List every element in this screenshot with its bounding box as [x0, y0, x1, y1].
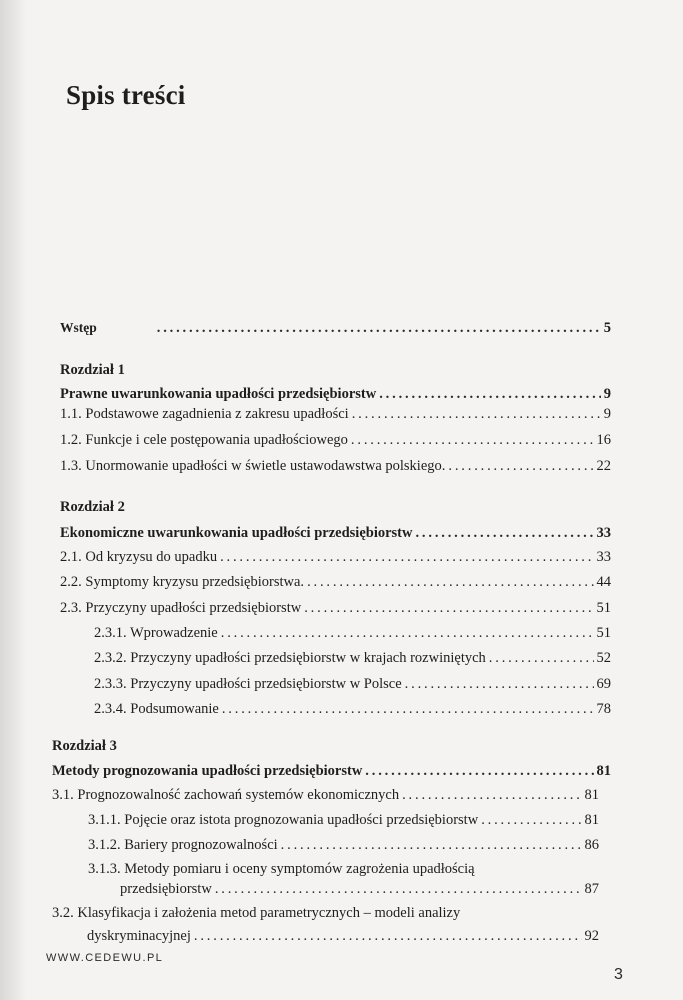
toc-entry-label: 2.1. Od kryzysu do upadku: [60, 549, 218, 565]
toc-leader-dots: [215, 880, 582, 898]
toc-entry-page: 92: [584, 928, 599, 944]
toc-entry-chapter-2[interactable]: [60, 524, 611, 542]
toc-entry-label: 2.3.4. Podsumowanie: [94, 701, 219, 717]
toc-entry-page: 9: [603, 386, 611, 402]
toc-entry[interactable]: [60, 548, 611, 566]
toc-entry-label: 1.2. Funkcje i cele postępowania upadłościowego: [60, 432, 348, 448]
toc-entry[interactable]: [94, 624, 611, 642]
toc-entry-label: 1.3. Unormowanie upadłości w świetle ustawodawstwa polskiego.: [60, 458, 446, 474]
toc-entry-chapter-3[interactable]: [52, 762, 611, 780]
toc-leader-dots: [489, 649, 594, 667]
toc-entry-page: 22: [596, 458, 611, 474]
toc-entry[interactable]: [60, 599, 611, 617]
toc-leader-dots: [481, 811, 581, 829]
publisher-url: WWW.CEDEWU.PL: [46, 952, 164, 964]
toc-entry-label: przedsiębiorstw: [120, 881, 212, 897]
toc-entry[interactable]: [87, 927, 599, 945]
toc-leader-dots: [157, 319, 601, 337]
toc-entry-page: 9: [603, 406, 611, 422]
toc-entry-page: 81: [584, 787, 599, 803]
toc-entry-page: 87: [584, 881, 599, 897]
toc-entry-label: dyskryminacyjnej: [87, 928, 191, 944]
toc-entry-page: 52: [596, 650, 611, 666]
toc-leader-dots: [365, 762, 593, 780]
toc-leader-dots: [222, 700, 594, 718]
toc-entry-page: 86: [584, 837, 599, 853]
toc-leader-dots: [220, 548, 593, 566]
toc-leader-dots: [415, 524, 593, 542]
toc-entry-page: 33: [596, 549, 611, 565]
toc-entry-label: 3.1.2. Bariery prognozowalności: [88, 837, 278, 853]
chapter-heading: Rozdział 1: [60, 362, 125, 378]
toc-entry-page: 81: [596, 763, 611, 779]
toc-leader-dots: [352, 405, 601, 423]
toc-entry-page: 51: [596, 625, 611, 641]
toc-entry-page: 5: [603, 320, 611, 336]
toc-entry-page: 51: [596, 600, 611, 616]
toc-entry[interactable]: [88, 836, 599, 854]
toc-entry-label: 2.2. Symptomy kryzysu przedsiębiorstwa.: [60, 574, 305, 590]
toc-entry-label: Metody prognozowania upadłości przedsiębiorstw: [52, 763, 363, 779]
toc-entry-label-line1: 3.2. Klasyfikacja i założenia metod parametrycznych – modeli analizy: [52, 905, 461, 921]
toc-entry[interactable]: [52, 786, 599, 804]
toc-leader-dots: [405, 675, 594, 693]
toc-entry-page: 33: [596, 525, 611, 541]
toc-entry[interactable]: [94, 700, 611, 718]
toc-entry-label: Prawne uwarunkowania upadłości przedsiębiorstw: [60, 386, 377, 402]
toc-entry-label: 2.3. Przyczyny upadłości przedsiębiorstw: [60, 600, 302, 616]
toc-entry[interactable]: [60, 573, 611, 591]
toc-entry-label: 2.3.2. Przyczyny upadłości przedsiębiorstw w krajach rozwiniętych: [94, 650, 486, 666]
toc-entry-chapter-1[interactable]: [60, 385, 611, 403]
toc-entry-page: 44: [596, 574, 611, 590]
toc-entry-label: Wstęp: [60, 320, 97, 335]
toc-entry-label: 3.1. Prognozowalność zachowań systemów ekonomicznych: [52, 787, 400, 803]
toc-leader-dots: [281, 836, 582, 854]
toc-entry[interactable]: [60, 431, 611, 449]
toc-entry-label: 2.3.1. Wprowadzenie: [94, 625, 218, 641]
toc-entry-label-line1: 3.1.3. Metody pomiaru i oceny symptomów zagrożenia upadłością: [88, 861, 475, 877]
toc-entry-label: 1.1. Podstawowe zagadnienia z zakresu upadłości: [60, 406, 349, 422]
toc-entry-page: 78: [596, 701, 611, 717]
toc-leader-dots: [304, 599, 593, 617]
toc-entry[interactable]: [88, 811, 599, 829]
page-number: 3: [614, 966, 623, 983]
toc-entry[interactable]: [60, 457, 611, 475]
toc-leader-dots: [379, 385, 601, 403]
toc-leader-dots: [307, 573, 593, 591]
toc-entry-page: 81: [584, 812, 599, 828]
toc-leader-dots: [351, 431, 594, 449]
chapter-heading: Rozdział 3: [52, 738, 117, 754]
toc-entry[interactable]: [120, 880, 599, 898]
toc-entry-label: 3.1.1. Pojęcie oraz istota prognozowania upadłości przedsiębiorstw: [88, 812, 479, 828]
toc-entry[interactable]: [94, 675, 611, 693]
chapter-heading: Rozdział 2: [60, 499, 125, 515]
toc-leader-dots: [448, 457, 593, 475]
toc-leader-dots: [194, 927, 582, 945]
toc-entry-page: 16: [596, 432, 611, 448]
page-title: Spis treści: [66, 80, 186, 110]
toc-entry-label: Ekonomiczne uwarunkowania upadłości przedsiębiorstw: [60, 525, 413, 541]
toc-leader-dots: [402, 786, 581, 804]
toc-entry-label: 2.3.3. Przyczyny upadłości przedsiębiorstw w Polsce: [94, 676, 402, 692]
toc-entry-intro[interactable]: [60, 319, 611, 337]
toc-entry[interactable]: [60, 405, 611, 423]
toc-entry[interactable]: [94, 649, 611, 667]
toc-entry-page: 69: [596, 676, 611, 692]
toc-leader-dots: [221, 624, 594, 642]
